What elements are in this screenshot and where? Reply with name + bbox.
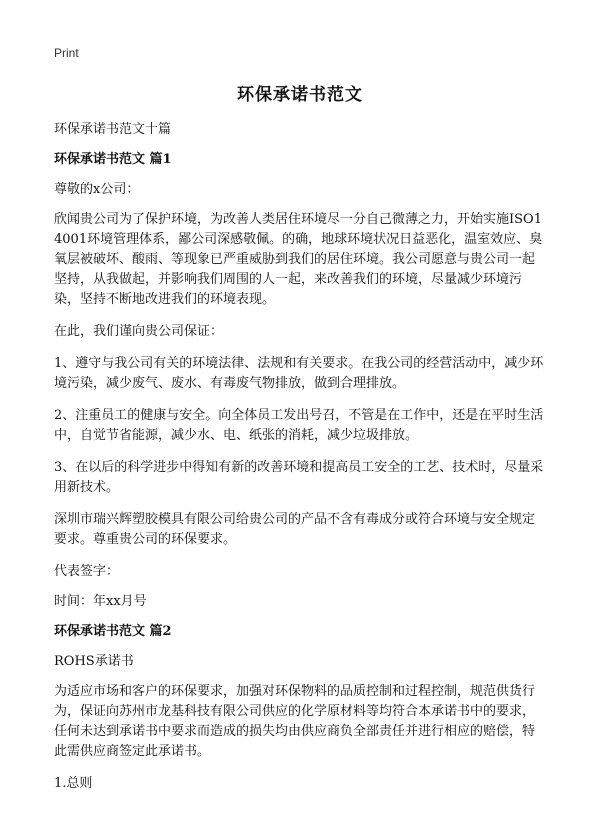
document-title: 环保承诺书范文 <box>237 85 363 105</box>
paragraph: 为适应市场和客户的环保要求，加强对环保物料的品质控制和过程控制，规范供货行为，保证向苏州市龙基科技有限公司供应的化学原材料等均符合本承诺书中的要求，任何未达到承诺书中要求而造成的损失均由供应商负全部责任并进行相应的赔偿，特此需供应商签定此承诺书。 <box>54 684 536 759</box>
paragraph: 1、遵守与我公司有关的环境法律、法规和有关要求。在我公司的经营活动中，减少环境污染，减少废气、废水、有毒废气物排放，做到合理排放。 <box>54 356 544 391</box>
paragraph: 深圳市瑞兴辉塑胶模具有限公司给贵公司的产品不含有毒成分或符合环境与安全规定要求。尊重贵公司的环保要求。 <box>54 512 536 547</box>
paragraph: 在此，我们谨向贵公司保证： <box>54 324 224 339</box>
document-body <box>54 120 546 806</box>
list-item: 1.总则 <box>54 776 93 791</box>
doc-label: ROHS承诺书 <box>54 654 134 669</box>
document-subtitle: 环保承诺书范文十篇 <box>54 122 172 137</box>
section-1-heading: 环保承诺书范文 篇1 <box>54 152 172 167</box>
paragraph: 欣闻贵公司为了保护环境，为改善人类居住环境尽一分自己微薄之力，开始实施ISO14001环境管理体系，鄙公司深感敬佩。的确，地球环境状况日益恶化，温室效应、臭氧层被破坏、酸雨、等现象已严重威胁到我们的居住环境。我公司愿意与贵公司一起坚持，从我做起，并影响我们周围的人一起，来改善我们的环境，尽量减少环境污染，坚持不断地改进我们的环境表现。 <box>54 212 543 307</box>
print-label: Print <box>54 46 79 60</box>
paragraph: 3、在以后的科学进步中得知有新的改善环境和提高员工安全的工艺、技术时，尽量采用新技术。 <box>54 460 544 495</box>
section-2-heading: 环保承诺书范文 篇2 <box>54 624 172 639</box>
salutation: 尊敬的x公司： <box>54 182 140 197</box>
date-line: 时间：年xx月号 <box>54 594 147 609</box>
signature-line: 代表签字： <box>54 564 120 579</box>
paragraph: 2、注重员工的健康与安全。向全体员工发出号召，不管是在工作中，还是在平时生活中，自觉节省能源，减少水、电、纸张的消耗，减少垃圾排放。 <box>54 408 544 443</box>
